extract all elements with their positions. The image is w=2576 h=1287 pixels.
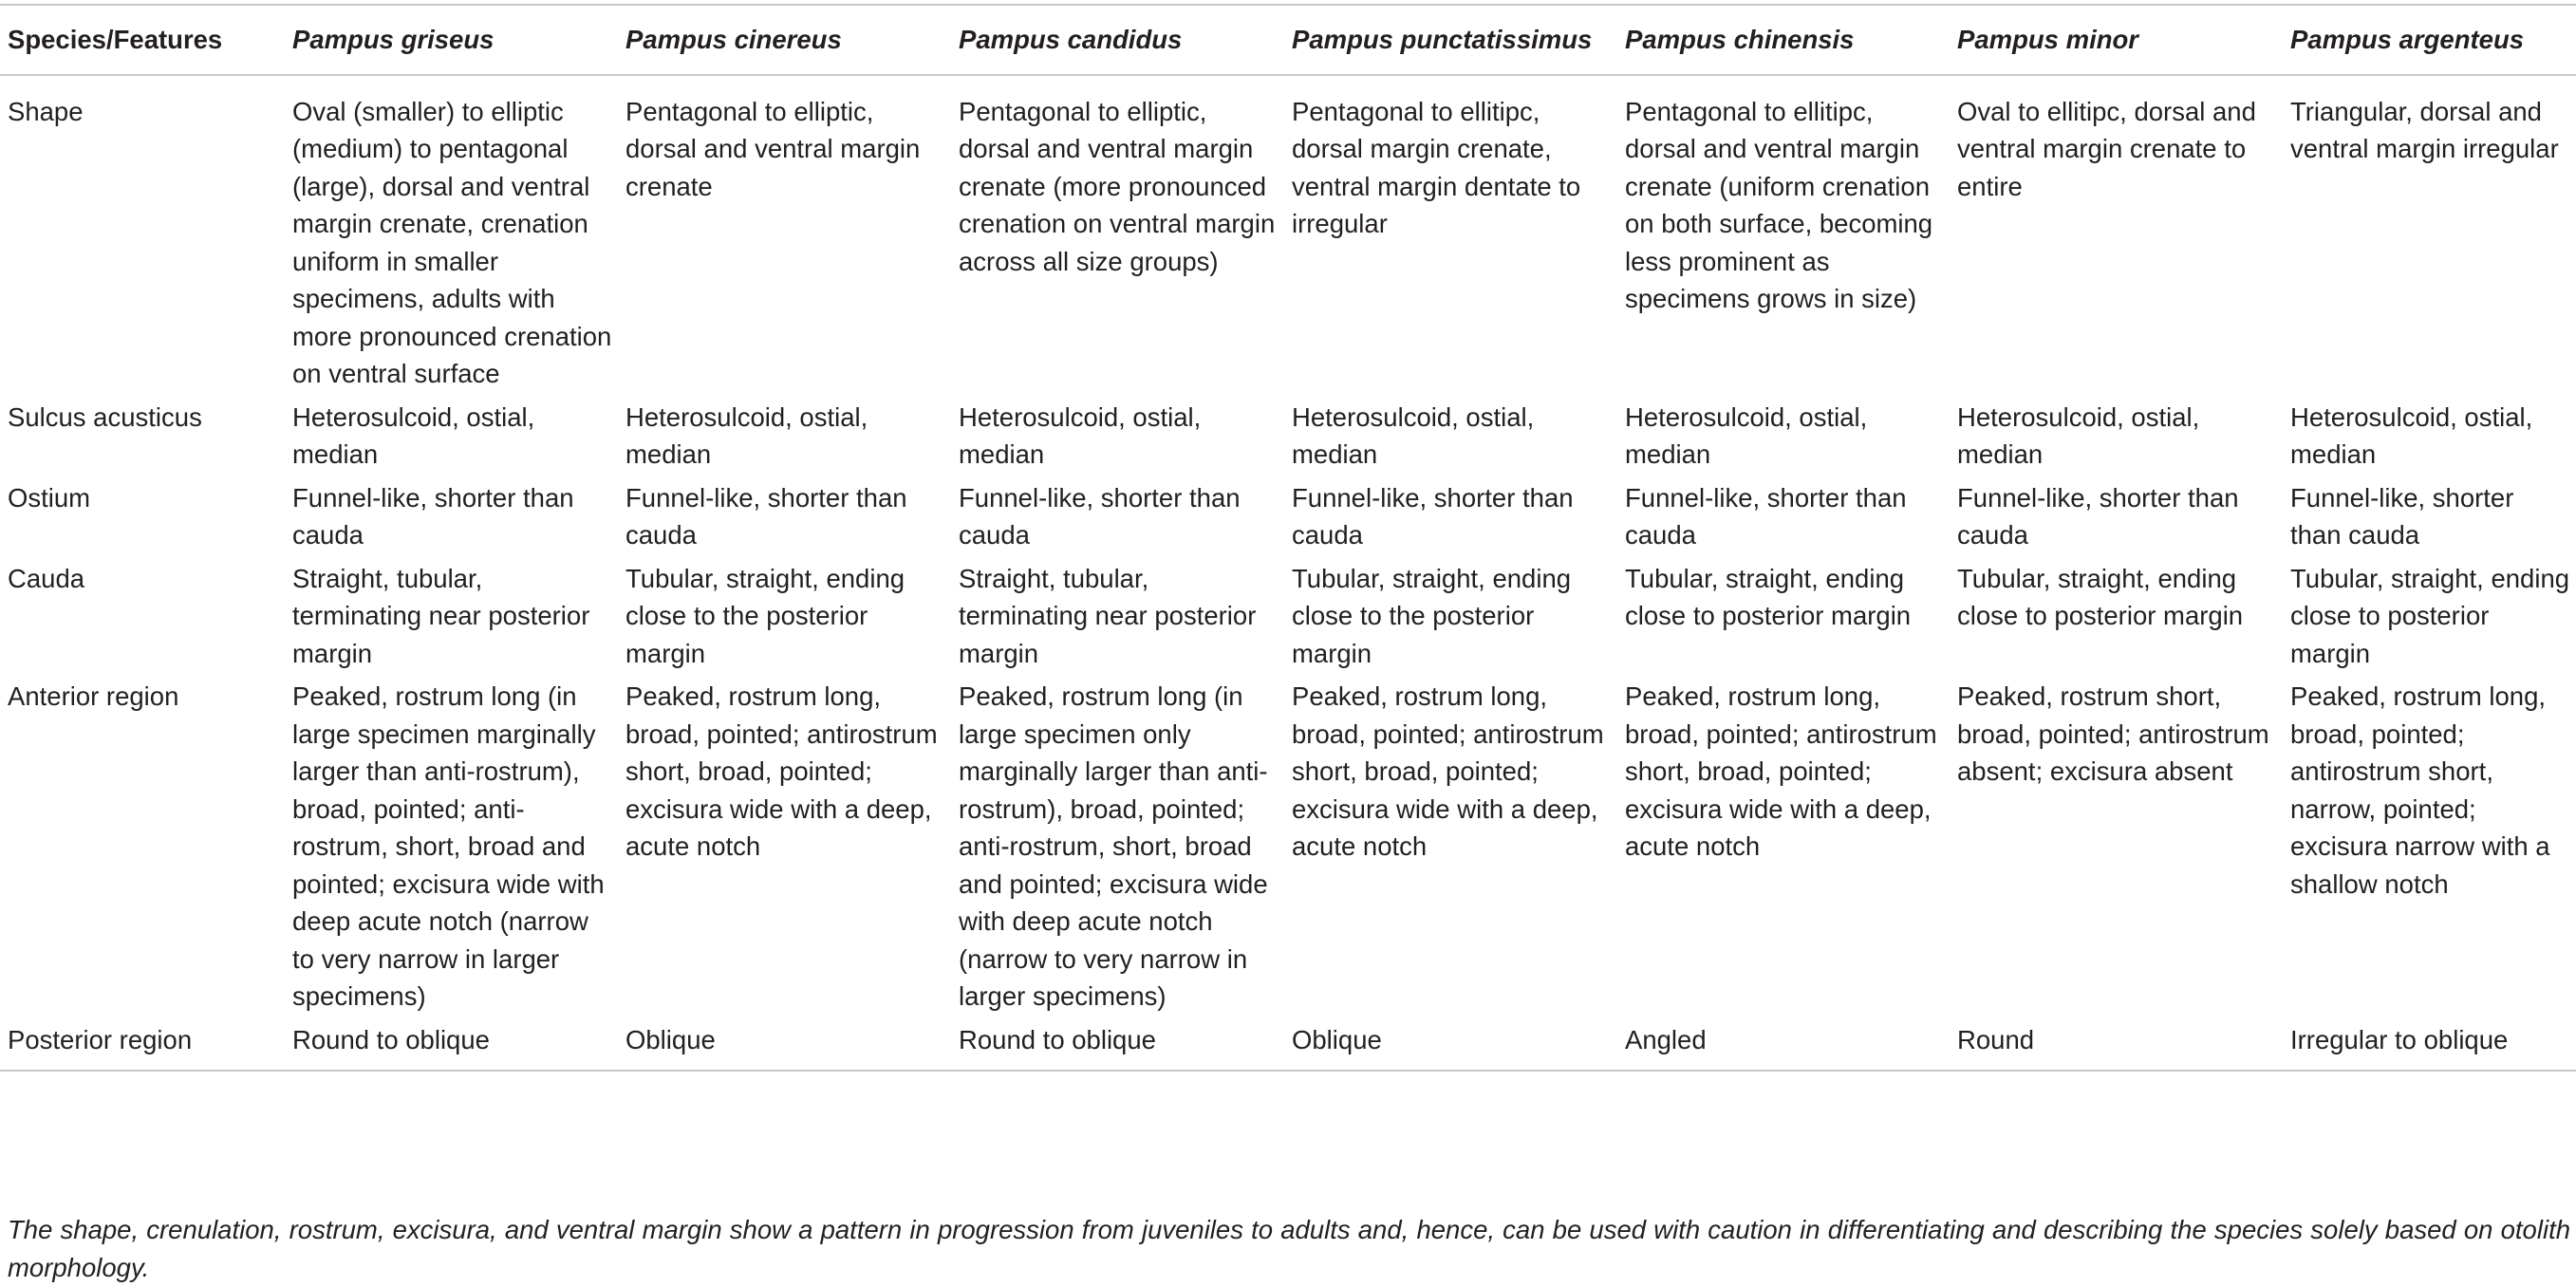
row-label: Cauda (8, 563, 85, 593)
table-cell: Pentagonal to elliptic, dorsal and ventral margin crenate (625, 96, 921, 201)
table-cell: Funnel-like, shorter than cauda (2290, 482, 2514, 550)
table-cell: Peaked, rostrum long, broad, pointed; antirostrum short, broad, pointed; excisura wide with a deep, acute notch (625, 681, 938, 861)
table-cell: Peaked, rostrum long, broad, pointed; antirostrum short, broad, pointed; excisura wide with a deep, acute notch (1625, 681, 1937, 861)
table-cell: Heterosulcoid, ostial, median (292, 401, 535, 469)
table-cell: Funnel-like, shorter than cauda (1625, 482, 1907, 550)
row-label: Anterior region (8, 681, 179, 711)
table-row-shape (0, 75, 2576, 399)
header-pampus-griseus: Pampus griseus (285, 5, 618, 75)
table-cell: Pentagonal to ellitipc, dorsal margin crenate, ventral margin dentate to irregular (1292, 96, 1581, 238)
table-cell: Pentagonal to elliptic, dorsal and ventral margin crenate (more pronounced crenation on ventral margin across all size groups) (959, 96, 1276, 276)
row-label: Sulcus acusticus (8, 401, 202, 432)
table-row-cauda (0, 560, 2576, 679)
table-cell: Peaked, rostrum long (in large specimen marginally larger than anti-rostrum), broad, pointed; anti-rostrum, short, broad and pointed; excisura wide with deep acute notch (narrow to very narrow in larger specimens) (292, 681, 605, 1011)
header-pampus-candidus: Pampus candidus (951, 5, 1284, 75)
table-cell: Straight, tubular, terminating near posterior margin (292, 563, 590, 668)
otolith-comparison-table (0, 4, 2576, 1072)
header-pampus-argenteus: Pampus argenteus (2283, 5, 2576, 75)
table-cell: Funnel-like, shorter than cauda (292, 482, 574, 550)
table-cell: Tubular, straight, ending close to posterior margin (1625, 563, 1912, 630)
table-cell: Funnel-like, shorter than cauda (625, 482, 907, 550)
header-row (0, 5, 2576, 75)
table-cell: Oblique (618, 1021, 951, 1072)
table-cell: Round (1950, 1021, 2283, 1072)
row-label: Posterior region (0, 1021, 285, 1072)
header-pampus-chinensis: Pampus chinensis (1617, 5, 1950, 75)
table-row-anterior-region (0, 678, 2576, 1021)
table-cell: Straight, tubular, terminating near posterior margin (959, 563, 1257, 668)
table-cell: Peaked, rostrum long (in large specimen only marginally larger than anti-rostrum), broad, pointed; anti-rostrum, short, broad and pointed; excisura wide with deep acute notch (narrow to very narrow in larger specimens) (959, 681, 1268, 1011)
table-cell: Heterosulcoid, ostial, median (1292, 401, 1535, 469)
table-cell: Funnel-like, shorter than cauda (1957, 482, 2239, 550)
table-cell: Tubular, straight, ending close to the posterior margin (625, 563, 905, 668)
table-cell: Oval (smaller) to elliptic (medium) to pentagonal (large), dorsal and ventral margin crenate, crenation uniform in smaller specimens, adults with more pronounced crenation on ventral surface (292, 96, 612, 388)
table-cell: Heterosulcoid, ostial, median (625, 401, 868, 469)
table-cell: Heterosulcoid, ostial, median (2290, 401, 2533, 469)
header-pampus-minor: Pampus minor (1950, 5, 2283, 75)
row-label: Ostium (8, 482, 91, 513)
table-cell: Angled (1617, 1021, 1950, 1072)
table-cell: Round to oblique (951, 1021, 1284, 1072)
table-cell: Funnel-like, shorter than cauda (1292, 482, 1574, 550)
header-species-features: Species/Features (0, 5, 285, 75)
table-cell: Pentagonal to ellitipc, dorsal and ventral margin crenate (uniform crenation on both surface, becoming less prominent as specimens grows in size) (1625, 96, 1933, 313)
table-cell: Oval to ellitipc, dorsal and ventral margin crenate to entire (1957, 96, 2256, 201)
table-cell: Irregular to oblique (2283, 1021, 2576, 1072)
table-row-ostium (0, 479, 2576, 560)
row-label: Shape (8, 96, 84, 126)
table-cell: Heterosulcoid, ostial, median (1625, 401, 1868, 469)
table-cell: Heterosulcoid, ostial, median (1957, 401, 2200, 469)
table-cell: Funnel-like, shorter than cauda (959, 482, 1241, 550)
header-pampus-cinereus: Pampus cinereus (618, 5, 951, 75)
table-cell: Peaked, rostrum long, broad, pointed; antirostrum short, broad, pointed; excisura wide with a deep, acute notch (1292, 681, 1604, 861)
table-cell: Tubular, straight, ending close to the posterior margin (1292, 563, 1572, 668)
table-row-posterior-region (0, 1021, 2576, 1072)
table-cell: Peaked, rostrum long, broad, pointed; antirostrum short, narrow, pointed; excisura narrow with a shallow notch (2290, 681, 2550, 899)
table-cell: Tubular, straight, ending close to posterior margin (2290, 563, 2570, 668)
table-cell: Heterosulcoid, ostial, median (959, 401, 1202, 469)
table-cell: Round to oblique (285, 1021, 618, 1072)
table-cell: Triangular, dorsal and ventral margin irregular (2290, 96, 2559, 163)
table-cell: Oblique (1284, 1021, 1617, 1072)
table-cell: Peaked, rostrum short, broad, pointed; antirostrum absent; excisura absent (1957, 681, 2269, 786)
header-pampus-punctatissimus: Pampus punctatissimus (1284, 5, 1617, 75)
table-row-sulcus-acusticus (0, 399, 2576, 479)
table-footnote: The shape, crenulation, rostrum, excisura, and ventral margin show a pattern in progression from juveniles to adults and, hence, can be used with caution in differentiating and describing the species solely based on otolith morphology. (8, 1214, 2570, 1282)
table-cell: Tubular, straight, ending close to posterior margin (1957, 563, 2244, 630)
